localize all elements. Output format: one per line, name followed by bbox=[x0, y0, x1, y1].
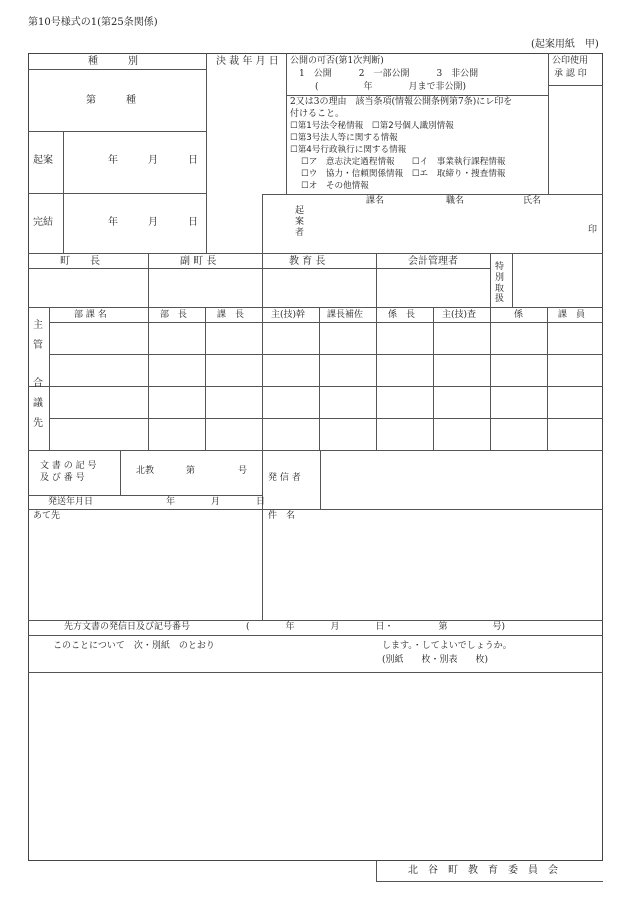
dai-shu-field[interactable]: 第 種 bbox=[86, 95, 136, 106]
seal-label-1: 公印使用 bbox=[552, 56, 589, 66]
send-date-label: 発送年月日 bbox=[48, 497, 94, 507]
col-kakari: 係 bbox=[514, 310, 524, 320]
doc-number-label-2: 及 び 番 号 bbox=[40, 473, 85, 483]
kanketsu-label: 完結 bbox=[33, 217, 53, 228]
previous-doc-label: 先方文書の発信日及び記号番号 bbox=[64, 622, 191, 632]
kanketsu-date-field[interactable]: 年 月 日 bbox=[108, 217, 198, 228]
disclosure-until[interactable]: ( 年 月まで非公開) bbox=[315, 82, 467, 92]
recipient-label: あて先 bbox=[33, 511, 61, 521]
shukan-label: 主 管 bbox=[33, 320, 43, 351]
reason-line-2: 付けること。 bbox=[290, 109, 345, 119]
kessai-date-label: 決 裁 年 月 日 bbox=[216, 56, 279, 67]
seal-label-2: 承 認 印 bbox=[554, 69, 587, 79]
col-bukamei: 部 課 名 bbox=[74, 310, 107, 320]
drafter-seal-mark: 印 bbox=[588, 225, 598, 235]
previous-doc-field[interactable]: ( 年 月 日・ 第 号) bbox=[246, 622, 506, 632]
checkbox-sub-u-e[interactable]: ☐ウ 協力・信頼関係情報 ☐エ 取締り・捜査情報 bbox=[301, 169, 506, 179]
doc-dai: 第 bbox=[186, 466, 196, 476]
checkbox-item-3[interactable]: ☐第3号法人等に関する情報 bbox=[290, 133, 398, 143]
kian-label: 起案 bbox=[33, 155, 53, 166]
col-shusa: 主(技)査 bbox=[442, 310, 477, 320]
checkbox-sub-a-i[interactable]: ☐ア 意志決定過程情報 ☐イ 事業執行課程情報 bbox=[301, 157, 506, 167]
approver-superintendent: 教 育 長 bbox=[289, 256, 326, 267]
body-question: します。・してよいでしょうか。 bbox=[382, 641, 512, 651]
paper-type: (起案用紙 甲) bbox=[531, 39, 599, 50]
subject-label: 件 名 bbox=[268, 511, 296, 521]
doc-prefix: 北教 bbox=[136, 466, 155, 476]
footer-org: 北 谷 町 教 育 委 員 会 bbox=[408, 865, 558, 876]
checkbox-item-1-2[interactable]: ☐第1号法令秘情報 ☐第2号個人識別情報 bbox=[290, 121, 454, 131]
approver-mayor: 町 長 bbox=[60, 256, 100, 267]
checkbox-item-4[interactable]: ☐第4号行政執行に関する情報 bbox=[290, 145, 407, 155]
doc-number-label-1: 文 書 の 記 号 bbox=[40, 461, 97, 471]
special-handling-label: 特 別 取 扱 bbox=[494, 262, 504, 305]
approver-deputy: 副 町 長 bbox=[180, 256, 217, 267]
doc-go: 号 bbox=[238, 466, 248, 476]
body-attachments: (別紙 枚・別表 枚) bbox=[382, 655, 489, 665]
disclosure-options[interactable]: 1 公開 2 一部公開 3 非公開 bbox=[299, 69, 479, 79]
approver-accounting: 会計管理者 bbox=[408, 256, 458, 267]
form-number: 第10号様式の1(第25条関係) bbox=[28, 17, 158, 28]
drafter-title-label: 職名 bbox=[446, 196, 465, 206]
col-kakaricho: 係 長 bbox=[388, 310, 416, 320]
drafter-dept-label: 課名 bbox=[366, 196, 385, 206]
col-kain: 課 員 bbox=[558, 310, 586, 320]
col-kacho-hosa: 課長補佐 bbox=[327, 310, 364, 320]
body-regarding: このことについて 次・別紙 のとおり bbox=[53, 641, 215, 651]
send-date-field[interactable]: 年 月 日 bbox=[166, 497, 266, 507]
drafter-label: 起 案 者 bbox=[294, 206, 304, 238]
gougisaki-label: 合 議 先 bbox=[33, 378, 43, 429]
drafter-name-label: 氏名 bbox=[523, 196, 542, 206]
col-shukan: 主(技)幹 bbox=[271, 310, 306, 320]
disclosure-title: 公開の可否(第1次判断) bbox=[290, 56, 384, 66]
reason-line-1: 2又は3の理由 該当条項(情報公開条例第7条)にレ印を bbox=[290, 97, 513, 107]
col-kacho: 課 長 bbox=[217, 310, 245, 320]
kian-date-field[interactable]: 年 月 日 bbox=[108, 155, 198, 166]
shubetsu-label: 種 別 bbox=[88, 56, 138, 67]
body-text-area[interactable] bbox=[30, 674, 601, 859]
sender-label: 発 信 者 bbox=[268, 473, 301, 483]
col-bucho: 部 長 bbox=[160, 310, 188, 320]
checkbox-sub-o[interactable]: ☐オ その他情報 bbox=[301, 181, 369, 191]
